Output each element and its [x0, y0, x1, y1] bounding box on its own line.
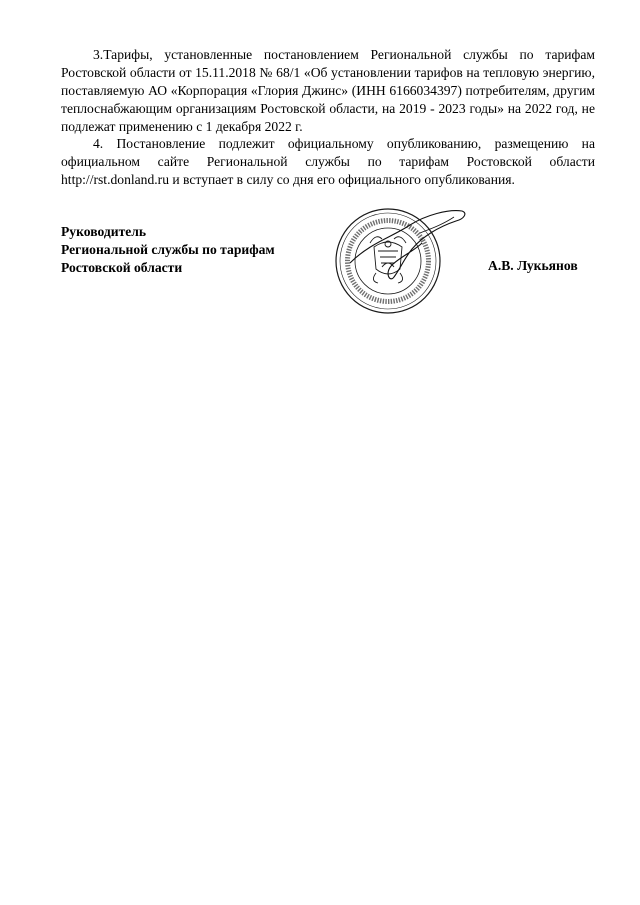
- position-line-2: Региональной службы по тарифам: [61, 241, 275, 257]
- position-line-3: Ростовской области: [61, 259, 183, 275]
- official-seal-stamp: [330, 203, 470, 315]
- paragraph-3: 3.Тарифы, установленные постановлением Региональной службы по тарифам Ростовской области от 15.11.2018 № 68/1 «Об установлении тарифов на тепловую энергию, поставляемую АО «Корпорация «Глория Джинс» (ИНН 6166034397) потребителям, другим теплоснабжающим организациям Ростовской области, на 2019 - 2023 годы» на 2022 год, не подлежат применению с 1 декабря 2022 г.: [61, 47, 595, 134]
- position-line-1: Руководитель: [61, 224, 147, 239]
- paragraph-4: 4. Постановление подлежит официальному опубликованию, размещению на официальном сайте Региональной службы по тарифам Ростовской области http://rst.donland.ru и вступает в силу со дня его официального опубликования.: [61, 136, 595, 187]
- signatory-name: А.В. Лукьянов: [488, 258, 578, 273]
- signatory-position: [61, 223, 275, 277]
